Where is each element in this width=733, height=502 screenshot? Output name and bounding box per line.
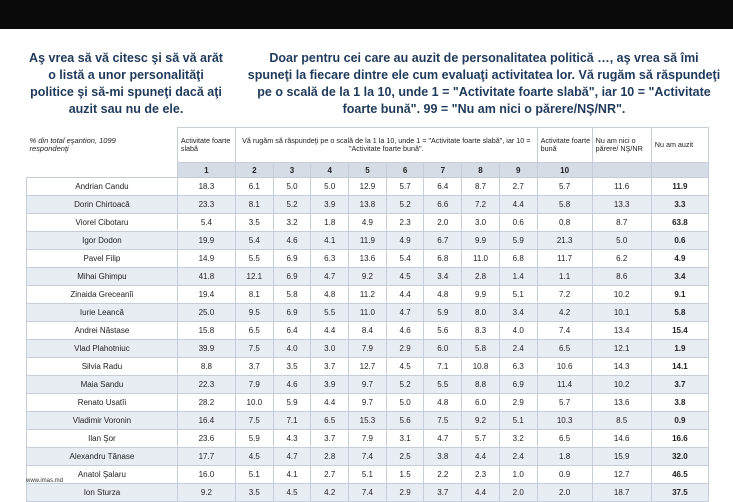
score-3-cell: 6.9 [273,250,311,268]
score-10-cell: 6.5 [537,430,592,448]
score-9-cell: 2.7 [499,178,537,196]
table-row [27,412,709,430]
score-10-cell: 11.7 [537,250,592,268]
score-10-cell: 7.4 [537,322,592,340]
table-row [27,196,709,214]
score-8-cell: 8.0 [462,304,500,322]
table-row [27,340,709,358]
score-7-cell: 5.5 [424,376,462,394]
scale-blank-a [592,163,651,178]
score-7-cell: 4.7 [424,430,462,448]
score-10-cell: 5.8 [537,196,592,214]
score-2-cell: 8.1 [235,196,273,214]
score-7-cell: 4.8 [424,394,462,412]
table-row [27,178,709,196]
score-2-cell: 6.1 [235,178,273,196]
score-10-cell: 11.4 [537,376,592,394]
score-5-cell: 8.4 [349,322,387,340]
score-7-cell: 3.4 [424,268,462,286]
score-3-cell: 7.1 [273,412,311,430]
header-col10: Activitate foarte bună [537,128,592,163]
score-3-cell: 4.0 [273,340,311,358]
score-9-cell: 2.4 [499,340,537,358]
score-4-cell: 4.4 [311,322,349,340]
ratings-table [26,127,709,502]
not-heard-cell: 3.7 [651,376,708,394]
score-3-cell: 4.7 [273,448,311,466]
no-opinion-cell: 18.7 [592,484,651,502]
table-row [27,286,709,304]
score-7-cell: 3.8 [424,448,462,466]
not-heard-cell: 16.6 [651,430,708,448]
footer-source: www.imas.md [26,478,64,484]
score-7-cell: 3.7 [424,484,462,502]
score-8-cell: 3.0 [462,214,500,232]
score-7-cell: 4.8 [424,286,462,304]
politician-name: Igor Dodon [27,232,178,250]
score-3-cell: 5.9 [273,394,311,412]
politician-name: Zinaida Greceanîi [27,286,178,304]
header-blank [27,163,178,178]
score-1-cell: 16.0 [177,466,235,484]
score-7-cell: 7.5 [424,412,462,430]
score-4-cell: 4.2 [311,484,349,502]
score-2-cell: 8.1 [235,286,273,304]
scale-10: 10 [537,163,592,178]
score-3-cell: 4.6 [273,376,311,394]
not-heard-cell: 3.4 [651,268,708,286]
politician-name: Ion Sturza [27,484,178,502]
score-6-cell: 2.5 [386,448,424,466]
score-3-cell: 5.2 [273,196,311,214]
score-1-cell: 23.6 [177,430,235,448]
score-2-cell: 10.0 [235,394,273,412]
score-4-cell: 4.1 [311,232,349,250]
score-2-cell: 3.7 [235,358,273,376]
score-1-cell: 25.0 [177,304,235,322]
score-5-cell: 9.2 [349,268,387,286]
score-3-cell: 6.4 [273,322,311,340]
score-6-cell: 5.2 [386,376,424,394]
top-bar [0,0,733,29]
table-row [27,322,709,340]
score-6-cell: 2.3 [386,214,424,232]
score-2-cell: 4.5 [235,448,273,466]
scale-6: 6 [386,163,424,178]
score-1-cell: 5.4 [177,214,235,232]
score-6-cell: 4.6 [386,322,424,340]
score-8-cell: 9.9 [462,286,500,304]
not-heard-cell: 4.9 [651,250,708,268]
score-4-cell: 4.7 [311,268,349,286]
score-7-cell: 6.8 [424,250,462,268]
table-body [27,178,709,502]
score-2-cell: 6.5 [235,322,273,340]
score-4-cell: 2.7 [311,466,349,484]
score-9-cell: 2.9 [499,394,537,412]
scale-4: 4 [311,163,349,178]
no-opinion-cell: 8.7 [592,214,651,232]
scale-7: 7 [424,163,462,178]
score-9-cell: 3.2 [499,430,537,448]
score-1-cell: 19.9 [177,232,235,250]
score-10-cell: 4.2 [537,304,592,322]
not-heard-cell: 0.9 [651,412,708,430]
score-4-cell: 5.5 [311,304,349,322]
score-7-cell: 6.7 [424,232,462,250]
score-10-cell: 0.8 [537,214,592,232]
no-opinion-cell: 10.1 [592,304,651,322]
not-heard-cell: 5.8 [651,304,708,322]
no-opinion-cell: 13.4 [592,322,651,340]
score-9-cell: 6.8 [499,250,537,268]
header-col1: Activitate foarte slabă [177,128,235,163]
score-2-cell: 7.9 [235,376,273,394]
no-opinion-cell: 13.3 [592,196,651,214]
score-2-cell: 3.5 [235,484,273,502]
score-1-cell: 8.8 [177,358,235,376]
politician-name: Anatol Şalaru [27,466,178,484]
politician-name: Andrei Năstase [27,322,178,340]
score-3-cell: 5.0 [273,178,311,196]
not-heard-cell: 11.9 [651,178,708,196]
score-7-cell: 5.6 [424,322,462,340]
politician-name: Viorel Cibotaru [27,214,178,232]
score-7-cell: 7.1 [424,358,462,376]
politician-name: Alexandru Tănase [27,448,178,466]
score-10-cell: 1.1 [537,268,592,286]
score-2-cell: 7.5 [235,340,273,358]
table-row [27,466,709,484]
no-opinion-cell: 14.6 [592,430,651,448]
score-3-cell: 3.5 [273,358,311,376]
table-row [27,430,709,448]
score-4-cell: 5.0 [311,178,349,196]
score-5-cell: 7.9 [349,430,387,448]
score-10-cell: 7.2 [537,286,592,304]
score-6-cell: 5.7 [386,178,424,196]
score-6-cell: 5.0 [386,394,424,412]
score-8-cell: 4.4 [462,484,500,502]
score-8-cell: 8.8 [462,376,500,394]
politician-name: Andrian Candu [27,178,178,196]
score-1-cell: 41.8 [177,268,235,286]
table-row [27,214,709,232]
score-3-cell: 3.2 [273,214,311,232]
no-opinion-cell: 5.0 [592,232,651,250]
score-5-cell: 12.7 [349,358,387,376]
score-9-cell: 5.1 [499,412,537,430]
score-7-cell: 6.0 [424,340,462,358]
scale-5: 5 [349,163,387,178]
score-4-cell: 2.8 [311,448,349,466]
not-heard-cell: 15.4 [651,322,708,340]
score-1-cell: 9.2 [177,484,235,502]
score-7-cell: 6.4 [424,178,462,196]
score-4-cell: 3.0 [311,340,349,358]
intro-question-right: Doar pentru cei care au auzit de personalitatea politică …, aş vrea să îmi spuneţi la fiecare dintre ele cum evaluaţi activitatea lor. Vă rugăm să răspundeţi pe o scală de la 1 la 10, unde 1 = "Activitate foarte slabă", iar 10 = "Activitate foarte bună". 99 = "Nu am nici o părere/NŞ/NR". [247,51,721,116]
no-opinion-cell: 13.6 [592,394,651,412]
table-row [27,232,709,250]
score-1-cell: 28.2 [177,394,235,412]
header-no-opinion: Nu am nici o părere/ NŞ/NR [592,128,651,163]
score-6-cell: 2.9 [386,340,424,358]
no-opinion-cell: 6.2 [592,250,651,268]
not-heard-cell: 63.8 [651,214,708,232]
table-row [27,250,709,268]
intro-question-left: Aş vrea să vă citesc şi să vă arăt o listă a unor personalităţi politice şi să-mi spuneţi dacă aţi auzit sau nu de ele. [29,51,223,116]
score-8-cell: 5.7 [462,430,500,448]
score-5-cell: 11.0 [349,304,387,322]
score-4-cell: 4.4 [311,394,349,412]
score-7-cell: 2.0 [424,214,462,232]
score-3-cell: 5.8 [273,286,311,304]
score-2-cell: 7.5 [235,412,273,430]
score-2-cell: 3.5 [235,214,273,232]
politician-name: Dorin Chirtoacă [27,196,178,214]
scale-9: 9 [499,163,537,178]
table-row [27,448,709,466]
score-4-cell: 6.3 [311,250,349,268]
not-heard-cell: 46.5 [651,466,708,484]
score-5-cell: 11.2 [349,286,387,304]
score-7-cell: 5.9 [424,304,462,322]
score-6-cell: 5.6 [386,412,424,430]
table-row [27,394,709,412]
politician-name: Vlad Plahotniuc [27,340,178,358]
score-9-cell: 6.9 [499,376,537,394]
score-5-cell: 11.9 [349,232,387,250]
score-9-cell: 0.6 [499,214,537,232]
sample-note: % din total eşantion, 1099 respondenţi [29,136,116,153]
politician-name: Silvia Radu [27,358,178,376]
score-7-cell: 2.2 [424,466,462,484]
not-heard-cell: 37.5 [651,484,708,502]
score-1-cell: 23.3 [177,196,235,214]
scale-3: 3 [273,163,311,178]
score-7-cell: 6.6 [424,196,462,214]
score-4-cell: 3.7 [311,358,349,376]
score-8-cell: 9.9 [462,232,500,250]
score-3-cell: 4.3 [273,430,311,448]
score-10-cell: 10.3 [537,412,592,430]
table-row [27,484,709,502]
score-4-cell: 3.9 [311,196,349,214]
score-6-cell: 4.9 [386,232,424,250]
score-2-cell: 12.1 [235,268,273,286]
no-opinion-cell: 14.3 [592,358,651,376]
score-6-cell: 4.5 [386,268,424,286]
score-4-cell: 3.9 [311,376,349,394]
score-6-cell: 2.9 [386,484,424,502]
not-heard-cell: 9.1 [651,286,708,304]
score-5-cell: 4.9 [349,214,387,232]
score-5-cell: 13.6 [349,250,387,268]
score-2-cell: 5.9 [235,430,273,448]
score-10-cell: 1.8 [537,448,592,466]
score-5-cell: 13.8 [349,196,387,214]
score-5-cell: 12.9 [349,178,387,196]
politician-name: Ilan Şor [27,430,178,448]
no-opinion-cell: 10.2 [592,376,651,394]
score-10-cell: 5.7 [537,394,592,412]
score-8-cell: 2.3 [462,466,500,484]
score-8-cell: 10.8 [462,358,500,376]
score-1-cell: 18.3 [177,178,235,196]
header-scale-note: Vă rugăm să răspundeţi pe o scală de la 1 la 10, unde 1 = "Activitate foarte slabă", iar 10 = "Activitate foarte bună". [235,128,537,163]
score-3-cell: 6.9 [273,304,311,322]
score-5-cell: 9.7 [349,394,387,412]
score-10-cell: 0.9 [537,466,592,484]
not-heard-cell: 32.0 [651,448,708,466]
score-2-cell: 5.4 [235,232,273,250]
score-9-cell: 5.9 [499,232,537,250]
not-heard-cell: 3.3 [651,196,708,214]
score-1-cell: 19.4 [177,286,235,304]
score-4-cell: 1.8 [311,214,349,232]
score-9-cell: 4.4 [499,196,537,214]
scale-2: 2 [235,163,273,178]
score-5-cell: 9.7 [349,376,387,394]
score-2-cell: 5.5 [235,250,273,268]
score-8-cell: 8.3 [462,322,500,340]
scale-1: 1 [177,163,235,178]
score-6-cell: 4.4 [386,286,424,304]
score-9-cell: 1.0 [499,466,537,484]
score-8-cell: 11.0 [462,250,500,268]
score-3-cell: 4.1 [273,466,311,484]
header-not-heard: Nu am auzit [651,128,708,163]
score-6-cell: 4.7 [386,304,424,322]
not-heard-cell: 3.8 [651,394,708,412]
score-1-cell: 15.8 [177,322,235,340]
no-opinion-cell: 8.6 [592,268,651,286]
not-heard-cell: 14.1 [651,358,708,376]
score-4-cell: 3.7 [311,430,349,448]
score-9-cell: 5.1 [499,286,537,304]
score-5-cell: 7.9 [349,340,387,358]
no-opinion-cell: 11.6 [592,178,651,196]
score-9-cell: 2.0 [499,484,537,502]
no-opinion-cell: 12.1 [592,340,651,358]
table-row [27,376,709,394]
score-8-cell: 7.2 [462,196,500,214]
score-1-cell: 39.9 [177,340,235,358]
politician-name: Vladimir Voronin [27,412,178,430]
score-2-cell: 9.5 [235,304,273,322]
score-3-cell: 4.6 [273,232,311,250]
politician-name: Maia Sandu [27,376,178,394]
scale-8: 8 [462,163,500,178]
score-10-cell: 10.6 [537,358,592,376]
score-5-cell: 7.4 [349,448,387,466]
score-9-cell: 3.4 [499,304,537,322]
score-6-cell: 5.2 [386,196,424,214]
score-10-cell: 6.5 [537,340,592,358]
score-8-cell: 2.8 [462,268,500,286]
table-row [27,268,709,286]
no-opinion-cell: 10.2 [592,286,651,304]
score-1-cell: 17.7 [177,448,235,466]
score-8-cell: 4.4 [462,448,500,466]
no-opinion-cell: 15.9 [592,448,651,466]
not-heard-cell: 1.9 [651,340,708,358]
politician-name: Renato Usatîi [27,394,178,412]
no-opinion-cell: 8.5 [592,412,651,430]
score-10-cell: 2.0 [537,484,592,502]
score-5-cell: 5.1 [349,466,387,484]
score-10-cell: 21.3 [537,232,592,250]
score-9-cell: 1.4 [499,268,537,286]
table-row [27,358,709,376]
scale-blank-b [651,163,708,178]
politician-name: Iurie Leancă [27,304,178,322]
score-9-cell: 4.0 [499,322,537,340]
score-3-cell: 6.9 [273,268,311,286]
score-6-cell: 5.4 [386,250,424,268]
sample-note-cell [27,128,178,163]
not-heard-cell: 0.6 [651,232,708,250]
politician-name: Pavel Filip [27,250,178,268]
score-8-cell: 5.8 [462,340,500,358]
score-5-cell: 15.3 [349,412,387,430]
score-1-cell: 14.9 [177,250,235,268]
score-6-cell: 1.5 [386,466,424,484]
score-6-cell: 4.5 [386,358,424,376]
score-1-cell: 16.4 [177,412,235,430]
score-4-cell: 4.8 [311,286,349,304]
score-8-cell: 8.7 [462,178,500,196]
politician-name: Mihai Ghimpu [27,268,178,286]
score-4-cell: 6.5 [311,412,349,430]
score-3-cell: 4.5 [273,484,311,502]
score-5-cell: 7.4 [349,484,387,502]
no-opinion-cell: 12.7 [592,466,651,484]
score-9-cell: 2.4 [499,448,537,466]
score-10-cell: 5.7 [537,178,592,196]
score-2-cell: 5.1 [235,466,273,484]
table-row [27,304,709,322]
score-8-cell: 9.2 [462,412,500,430]
score-1-cell: 22.3 [177,376,235,394]
score-9-cell: 6.3 [499,358,537,376]
score-6-cell: 3.1 [386,430,424,448]
score-8-cell: 6.0 [462,394,500,412]
